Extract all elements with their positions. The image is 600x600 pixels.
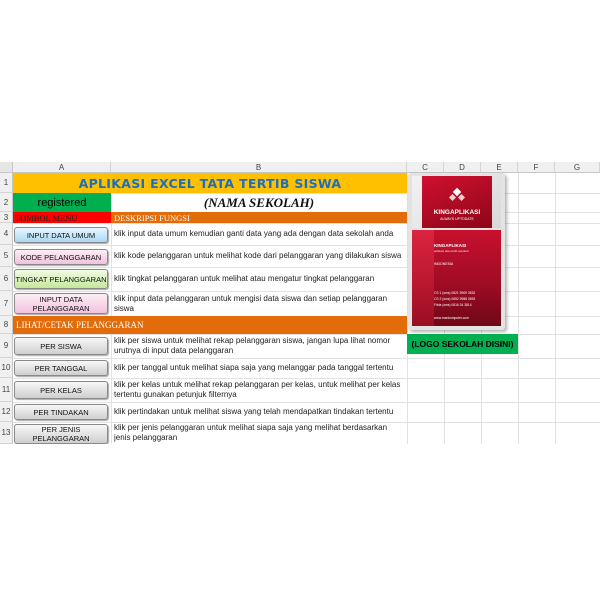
row-header-1[interactable]: 1 <box>0 173 13 193</box>
card-tagline: ALWAYS UPTODATE <box>440 217 474 221</box>
row-header-2[interactable]: 2 <box>0 193 13 212</box>
per-tanggal-description: klik per tanggal untuk melihat siapa saja yang melanggar pada tanggal tertentu <box>114 363 394 372</box>
select-all-corner[interactable] <box>0 162 13 173</box>
lihat-cetak-section-header: LIHAT/CETAK PELANGGARAN <box>13 316 407 334</box>
kode-pelanggaran-button[interactable]: KODE PELANGGARAN <box>14 249 108 265</box>
input-data-umum-description: klik input data umum kemudian ganti data yang ada dengan data sekolah anda <box>114 229 394 238</box>
per-kelas-button[interactable]: PER KELAS <box>14 381 108 399</box>
card-website: www.mankomputer.com <box>434 316 469 320</box>
input-data-pelanggaran-description: klik input data pelanggaran untuk mengisi data siswa dan setiap pelanggaran siswa <box>114 293 388 313</box>
input-data-umum-button[interactable]: INPUT DATA UMUM <box>14 227 108 243</box>
card-contact-2: CS 2 (sms) 0852 9988 0593 <box>434 297 476 301</box>
row-header-13[interactable]: 13 <box>0 422 13 444</box>
column-header-f[interactable]: F <box>518 162 555 173</box>
card-name: KINGAPLIKASI <box>434 243 467 248</box>
menu-column-header: TOMBOL MENU <box>13 212 111 223</box>
kingaplikasi-card[interactable] <box>408 173 505 330</box>
column-header-b[interactable]: B <box>111 162 407 173</box>
registered-label: registered <box>13 193 111 212</box>
logo-placeholder: (LOGO SEKOLAH DISINI) <box>407 334 518 354</box>
row-header-7[interactable]: 7 <box>0 291 13 316</box>
card-brand: KINGAPLIKASI <box>433 209 481 216</box>
row-header-10[interactable]: 10 <box>0 358 13 378</box>
row-header-4[interactable]: 4 <box>0 223 13 245</box>
column-header-c[interactable]: C <box>407 162 444 173</box>
per-jenis-pelanggaran-description: klik per jenis pelanggaran untuk melihat siapa saja yang melihat berdasarkan jenis pelanggaran <box>114 423 388 442</box>
column-header-a[interactable]: A <box>13 162 111 173</box>
kode-pelanggaran-description: klik kode pelanggaran untuk melihat kode dari pelanggaran yang dilakukan siswa <box>114 251 402 260</box>
column-header-d[interactable]: D <box>444 162 481 173</box>
kingaplikasi-logo-icon <box>449 188 465 204</box>
per-jenis-pelanggaran-button[interactable]: PER JENIS PELANGGARAN <box>14 424 108 444</box>
card-name-sub: aplikasi tata tertib sekolah <box>434 249 469 253</box>
column-header-e[interactable]: E <box>481 162 518 173</box>
per-tindakan-button[interactable]: PER TINDAKAN <box>14 404 108 420</box>
description-column-header: DESKRIPSI FUNGSI <box>111 212 407 223</box>
per-siswa-description: klik per siswa untuk melihat rekap pelanggaran siswa, jangan lupa lihat nomor urutnya di input data pelanggaran <box>114 336 391 355</box>
per-siswa-button[interactable]: PER SISWA <box>14 337 108 355</box>
card-place: INDONESIA <box>434 262 454 266</box>
row-header-6[interactable]: 6 <box>0 267 13 291</box>
per-kelas-description: klik per kelas untuk melihat rekap pelanggaran per kelas, untuk melihat per kelas tertentu gunakan petunjuk filternya <box>114 380 401 399</box>
spreadsheet <box>0 162 600 444</box>
card-diagonal-stripe <box>412 230 434 326</box>
card-contact-3: Fitria (sms) 0816 34 3814 <box>434 303 472 307</box>
row-header-11[interactable]: 11 <box>0 378 13 402</box>
per-tindakan-description: klik pertindakan untuk melihat siswa yang telah mendapatkan tindakan tertentu <box>114 407 394 416</box>
app-title: APLIKASI EXCEL TATA TERTIB SISWA <box>13 173 407 193</box>
tingkat-pelanggaran-button[interactable]: TINGKAT PELANGGARAN <box>14 269 108 289</box>
row-header-3[interactable]: 3 <box>0 212 13 223</box>
input-data-pelanggaran-button[interactable]: INPUT DATA PELANGGARAN <box>14 293 108 314</box>
row-header-12[interactable]: 12 <box>0 402 13 422</box>
row-header-5[interactable]: 5 <box>0 245 13 267</box>
school-name: (NAMA SEKOLAH) <box>203 194 315 210</box>
column-header-g[interactable]: G <box>555 162 600 173</box>
card-contact-1: CS 1 (sms) 0821 5909 3532 <box>434 291 476 295</box>
row-header-8[interactable]: 8 <box>0 316 13 334</box>
per-tanggal-button[interactable]: PER TANGGAL <box>14 360 108 376</box>
row-header-9[interactable]: 9 <box>0 334 13 358</box>
tingkat-pelanggaran-description: klik tingkat pelanggaran untuk melihat atau mengatur tingkat pelanggaran <box>114 274 375 283</box>
